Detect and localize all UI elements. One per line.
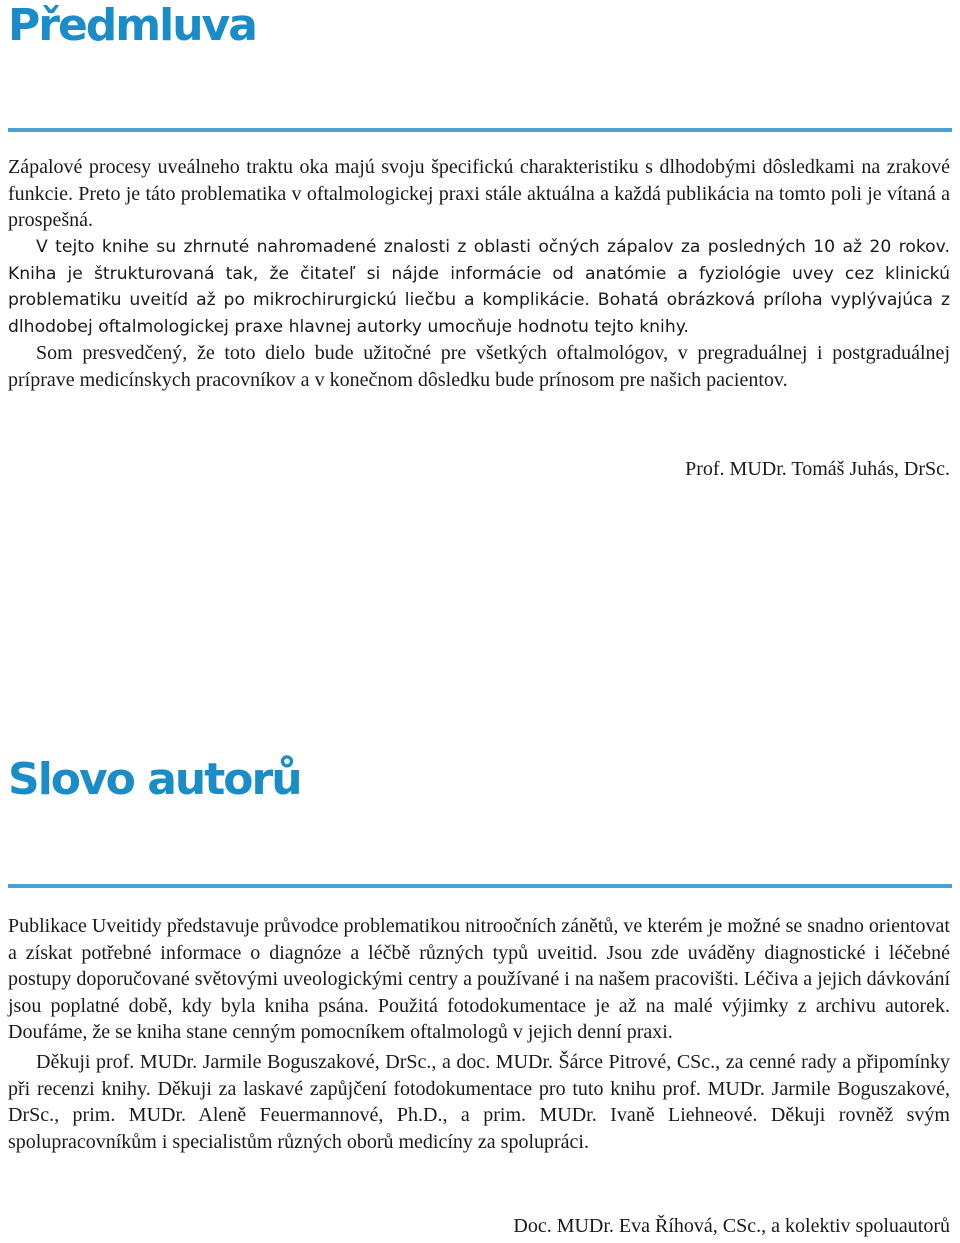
preface-signature: Prof. MUDr. Tomáš Juhás, DrSc. (685, 458, 950, 480)
preface-paragraph-2: V tejto knihe su zhrnuté nahromadené znalosti z oblasti očných zápalov za posledných 10 až 20 rokov. Kniha je štrukturovaná tak, že čitateľ si nájde informácie od anatómie a fyziológie uvey cez klinickú problematiku uveitíd až po mikrochirurgickú liečbu a komplikácie. Bohatá obrázková príloha vyplývajúca z dlhodobej oftalmologickej praxe hlavnej autorky umocňuje hodnotu tejto knihy. (8, 237, 950, 337)
preface-paragraph-1: Zápalové procesy uveálneho traktu oka majú svoju špecifickú charakteristiku s dlhodobými dôsledkami na zrakové funkcie. Preto je táto problematika v oftalmologickej praxi stále aktuálna a každá publikácia na tomto poli je vítaná a prospešná. (8, 156, 950, 232)
preface-section (0, 0, 960, 520)
authors-word-section (0, 740, 960, 1243)
preface-body (8, 154, 950, 394)
preface-divider (8, 128, 952, 132)
authors-word-paragraph-1: Publikace Uveitidy představuje průvodce problematikou nitroočních zánětů, ve kterém je možné se snadno orientovat a získat potřebné informace o diagnóze a léčbě různých typů uveitid. Jsou zde uváděny diagnostické i léčebné postupy doporučované světovými uveologickými centry a používané i na našem pracovišti. Léčiva a jejich dávkování jsou poplatné době, kdy byla kniha psána. Použitá fotodokumentace je až na malé výjimky z archivu autorek. Doufáme, že se kniha stane cenným pomocníkem oftalmologů v jejich denní praxi. (8, 915, 950, 1044)
preface-title: Předmluva (8, 0, 256, 51)
authors-word-signature: Doc. MUDr. Eva Říhová, CSc., a kolektiv spoluautorů (513, 1215, 950, 1237)
authors-word-divider (8, 884, 952, 888)
authors-word-paragraph-2: Děkuji prof. MUDr. Jarmile Boguszakové, DrSc., a doc. MUDr. Šárce Pitrové, CSc., za cenné rady a připomínky při recenzi knihy. Děkuji za laskavé zapůjčení fotodokumentace pro tuto knihu prof. MUDr. Jarmile Boguszakové, DrSc., prim. MUDr. Aleně Feuermannové, Ph.D., a prim. MUDr. Ivaně Liehneové. Děkuji rovněž svým spolupracovníkům i specialistům různých oborů medicíny za spolupráci. (8, 1050, 950, 1153)
preface-paragraph-3: Som presvedčený, že toto dielo bude užitočné pre všetkých oftalmológov, v pregraduálnej i postgraduálnej príprave medicínskych pracovníkov a v konečnom dôsledku bude prínosom pre našich pacientov. (8, 342, 950, 392)
authors-word-body (8, 913, 950, 1155)
authors-word-title: Slovo autorů (8, 754, 301, 805)
